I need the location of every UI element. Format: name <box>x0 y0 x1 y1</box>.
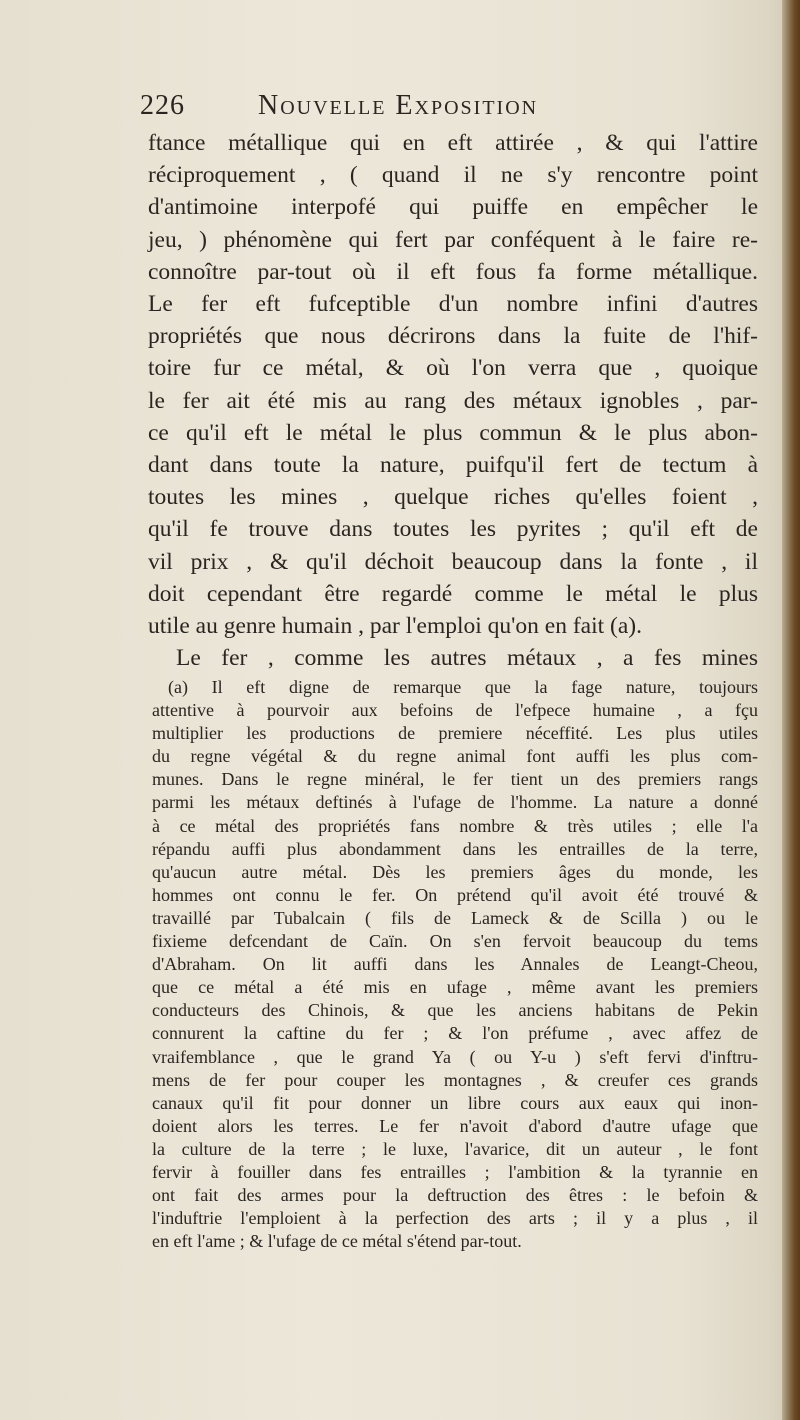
main-text-line: connoître par-tout où il eft fous fa forme métallique. <box>148 258 758 285</box>
main-text-line: utile au genre humain , par l'emploi qu'on en fait (a). <box>148 613 642 640</box>
main-text-line: Le fer , comme les autres métaux , a fes mines <box>176 645 758 672</box>
page-number: 226 <box>140 90 185 121</box>
footnote-line: l'induftrie l'emploient à la perfection des arts ; il y a plus , il <box>152 1208 758 1229</box>
footnote-line: qu'aucun autre métal. Dès les premiers âges du monde, les <box>152 861 758 882</box>
footnote-line: répandu auffi plus abondamment dans les entrailles de la terre, <box>152 838 758 859</box>
footnote-line: à ce métal des propriétés fans nombre & très utiles ; elle l'a <box>152 815 758 836</box>
footnote-line: parmi les métaux deftinés à l'ufage de l'homme. La nature a donné <box>152 792 758 813</box>
main-text-line: qu'il fe trouve dans toutes les pyrites ; qu'il eft de <box>148 516 758 543</box>
main-text-line: doit cependant être regardé comme le métal le plus <box>148 580 758 607</box>
footnote-line: mens de fer pour couper les montagnes , & creufer ces grands <box>152 1069 758 1090</box>
page-header <box>140 90 760 130</box>
footnote-line: que ce métal a été mis en ufage , même avant les premiers <box>152 977 758 998</box>
footnote-line: travaillé par Tubalcain ( fils de Lameck & de Scilla ) ou le <box>152 907 758 928</box>
footnote-line: en eft l'ame ; & l'ufage de ce métal s'étend par-tout. <box>152 1231 522 1252</box>
main-text-line: dant dans toute la nature, puifqu'il fert de tectum à <box>148 452 758 479</box>
main-text-line: ce qu'il eft le métal le plus commun & le plus abon- <box>148 419 758 446</box>
footnote-line: fixieme defcendant de Caïn. On s'en fervoit beaucoup du tems <box>152 931 758 952</box>
footnote-line: du regne végétal & du regne animal font auffi les plus com- <box>152 746 758 767</box>
footnote-line: connurent la caftine du fer ; & l'on préfume , avec affez de <box>152 1023 758 1044</box>
main-text-line: ftance métallique qui en eft attirée , & qui l'attire <box>148 130 758 156</box>
main-text-line: le fer ait été mis au rang des métaux ignobles , par- <box>148 387 758 414</box>
footnote-line: vraifemblance , que le grand Ya ( ou Y-u ) s'eft fervi d'inftru- <box>152 1046 758 1067</box>
footnote-line: doient alors les terres. Le fer n'avoit d'abord d'autre ufage que <box>152 1115 758 1136</box>
footnote-line: conducteurs des Chinois, & que les anciens habitans de Pekin <box>152 1000 758 1021</box>
book-binding-edge <box>782 0 800 1420</box>
main-text-line: toire fur ce métal, & où l'on verra que , quoique <box>148 355 758 382</box>
running-title: Nouvelle Exposition <box>258 90 539 121</box>
footnote-line: ont fait des armes pour la deftruction des êtres : le befoin & <box>152 1185 758 1206</box>
footnote-line: la culture de la terre ; le luxe, l'avarice, dit un auteur , le font <box>152 1138 758 1159</box>
main-text-line: propriétés que nous décrirons dans la fuite de l'hif- <box>148 323 758 350</box>
footnote-line: canaux qu'il fit pour donner un libre cours aux eaux qui inon- <box>152 1092 758 1113</box>
main-text-line: Le fer eft fufceptible d'un nombre infini d'autres <box>148 291 758 318</box>
footnote-line: multiplier les productions de premiere néceffité. Les plus utiles <box>152 723 758 744</box>
main-text-line: jeu, ) phénomène qui fert par conféquent à le faire re- <box>148 226 758 253</box>
footnote-line: hommes ont connu le fer. On prétend qu'il avoit été trouvé & <box>152 884 758 905</box>
footnote-line: attentive à pourvoir aux befoins de l'efpece humaine , a fçu <box>152 700 758 721</box>
footnote-line: munes. Dans le regne minéral, le fer tient un des premiers rangs <box>152 769 758 790</box>
main-text-line: réciproquement , ( quand il ne s'y rencontre point <box>148 162 758 189</box>
footnote <box>152 676 758 1253</box>
main-text-line: vil prix , & qu'il déchoit beaucoup dans la fonte , il <box>148 548 758 575</box>
footnote-line: fervir à fouiller dans fes entrailles ; l'ambition & la tyrannie en <box>152 1161 758 1182</box>
footnote-line: (a) Il eft digne de remarque que la fage nature, toujours <box>168 677 758 697</box>
main-text-line: toutes les mines , quelque riches qu'elles foient , <box>148 484 758 511</box>
main-text-line: d'antimoine interpofé qui puiffe en empêcher le <box>148 194 758 221</box>
main-text <box>148 127 758 674</box>
footnote-line: d'Abraham. On lit auffi dans les Annales de Leangt-Cheou, <box>152 954 758 975</box>
